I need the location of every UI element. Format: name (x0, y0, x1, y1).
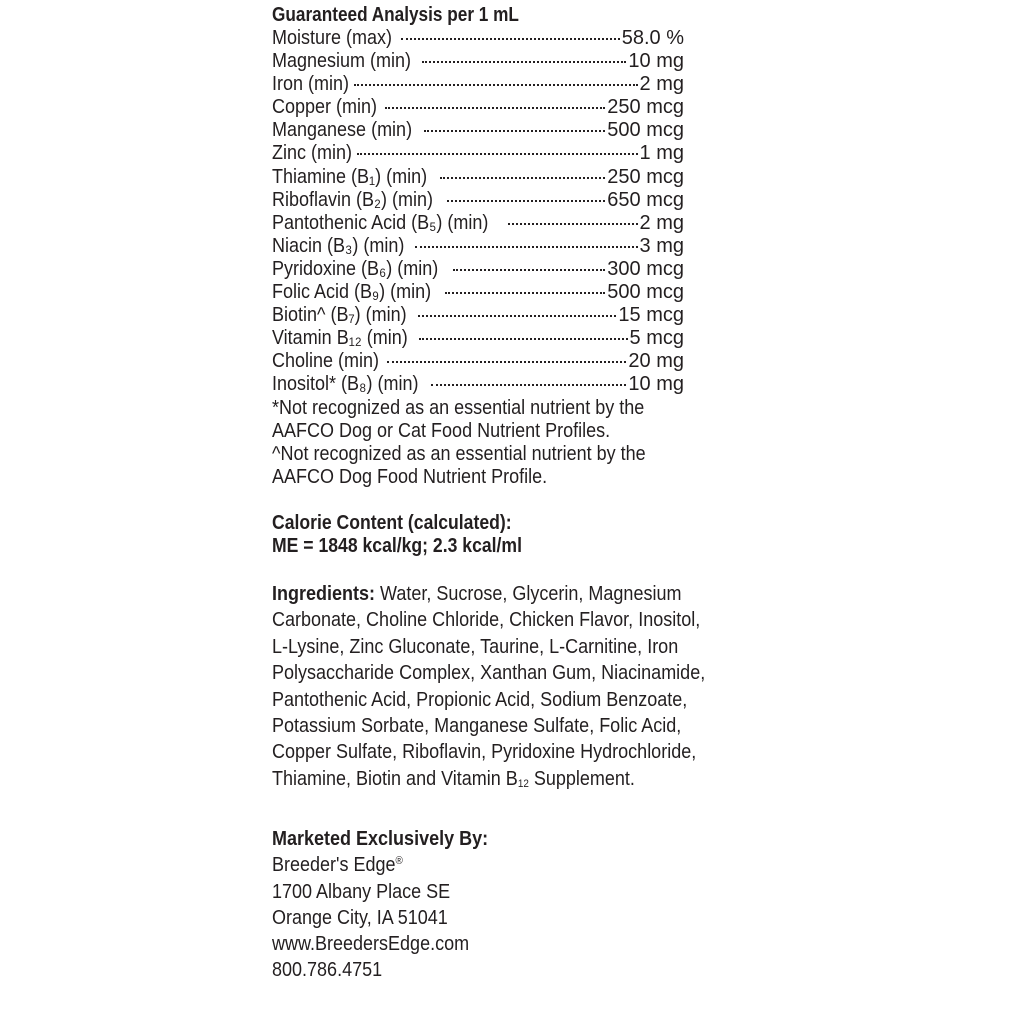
nutrient-name: Niacin (B₃) (min) (272, 234, 405, 257)
dot-leader (387, 361, 626, 363)
analysis-row (272, 27, 684, 50)
nutrient-name: Biotin^ (B₇) (min) (272, 304, 407, 327)
dot-leader (354, 84, 638, 86)
analysis-row (272, 373, 684, 396)
dot-leader (415, 246, 637, 248)
ingredients-paragraph (272, 581, 718, 792)
nutrient-value: 2 mg (639, 211, 684, 234)
dot-leader (357, 153, 638, 155)
dot-leader (422, 61, 626, 63)
footnotes (272, 397, 692, 489)
nutrient-value: 250 mcg (607, 165, 684, 188)
analysis-row (272, 327, 684, 350)
marketer-block (272, 826, 677, 983)
analysis-row (272, 350, 684, 373)
nutrient-name: Pantothenic Acid (B₅) (min) (272, 211, 489, 234)
nutrient-value: 10 mg (628, 373, 684, 396)
dot-leader (418, 315, 617, 317)
analysis-row (272, 119, 684, 142)
address-line-1: 1700 Albany Place SE (272, 880, 451, 903)
nutrient-name: Zinc (min) (272, 142, 353, 165)
footnote-biotin: ^Not recognized as an essential nutrient by the AAFCO Dog Food Nutrient Profile. (272, 442, 646, 488)
dot-leader (445, 292, 605, 294)
dot-leader (431, 384, 627, 386)
calorie-value: ME = 1848 kcal/kg; 2.3 kcal/ml (272, 534, 522, 557)
nutrient-value: 650 mcg (607, 188, 684, 211)
nutrient-value: 15 mcg (618, 304, 684, 327)
nutrient-name: Folic Acid (B₉) (min) (272, 281, 432, 304)
analysis-row (272, 281, 684, 304)
analysis-row (272, 258, 684, 281)
dot-leader (419, 338, 628, 340)
nutrient-name: Thiamine (B₁) (min) (272, 165, 428, 188)
analysis-row (272, 304, 684, 327)
calorie-title: Calorie Content (calculated): (272, 511, 512, 534)
nutrient-value: 5 mcg (629, 327, 684, 350)
nutrient-name: Riboflavin (B₂) (min) (272, 188, 434, 211)
nutrient-name: Manganese (min) (272, 119, 413, 142)
nutrient-value: 10 mg (628, 50, 684, 73)
nutrient-value: 3 mg (639, 234, 684, 257)
analysis-row (272, 73, 684, 96)
nutrient-value: 20 mg (628, 350, 684, 373)
analysis-row (272, 50, 684, 73)
nutrient-name: Copper (min) (272, 96, 378, 119)
dot-leader (401, 38, 619, 40)
analysis-row (272, 212, 684, 235)
nutrient-name: Pyridoxine (B₆) (min) (272, 257, 439, 280)
dot-leader (385, 107, 606, 109)
dot-leader (508, 223, 637, 225)
analysis-row (272, 235, 684, 258)
marketer-name: Breeder's Edge (272, 854, 396, 877)
nutrient-value: 500 mcg (607, 119, 684, 142)
dot-leader (453, 269, 606, 271)
analysis-row (272, 189, 684, 212)
nutrient-value: 300 mcg (607, 257, 684, 280)
ingredients-text: Water, Sucrose, Glycerin, Magnesium Carbonate, Choline Chloride, Chicken Flavor, Inositol, L-Lysine, Zinc Gluconate, Taurine, L-Carnitine, Iron Polysaccharide Complex, Xanthan Gum, Niacinamide, Pantothenic Acid, Propionic Acid, Sodium Benzoate, Potassium Sorbate, Manganese Sulfate, Folic Acid, Copper Sulfate, Riboflavin, Pyridoxine Hydrochloride, Thiamine, Biotin and Vitamin (272, 582, 706, 790)
ingredients-label: Ingredients: (272, 582, 376, 605)
ingredients-section (272, 581, 722, 792)
footnote-inositol: *Not recognized as an essential nutrient by the AAFCO Dog or Cat Food Nutrient Profiles. (272, 396, 645, 442)
nutrient-name: Vitamin B₁₂ (min) (272, 327, 408, 350)
nutrient-name: Inositol* (B₈) (min) (272, 373, 419, 396)
ingredients-b12 (506, 768, 529, 790)
dot-leader (447, 200, 605, 202)
dot-leader (424, 130, 606, 132)
ingredients-b12-subscript: 12 (517, 777, 529, 790)
phone-number[interactable]: 800.786.4751 (272, 959, 383, 982)
marketer-name-line (272, 852, 677, 878)
address-line-2: Orange City, IA 51041 (272, 906, 448, 929)
analysis-row (272, 166, 684, 189)
marketer-title: Marketed Exclusively By: (272, 828, 489, 851)
calorie-section (272, 512, 722, 558)
analysis-row (272, 96, 684, 119)
product-label (272, 4, 722, 983)
ingredients-tail: Supplement. (533, 767, 635, 790)
nutrient-name: Magnesium (min) (272, 50, 412, 73)
guaranteed-analysis-table (272, 27, 684, 397)
nutrient-value: 2 mg (639, 73, 684, 96)
nutrient-value: 58.0 % (621, 27, 684, 49)
website-link[interactable]: www.BreedersEdge.com (272, 932, 470, 955)
marketer-section (272, 826, 722, 983)
nutrient-value: 250 mcg (607, 96, 684, 119)
guaranteed-analysis-title: Guaranteed Analysis per 1 mL (272, 4, 519, 26)
nutrient-value: 1 mg (639, 142, 684, 165)
ingredients-b12-prefix: B (505, 767, 518, 790)
registered-mark: ® (395, 855, 403, 868)
nutrient-name: Iron (min) (272, 73, 350, 96)
nutrient-name: Moisture (max) (272, 27, 393, 49)
dot-leader (440, 177, 605, 179)
analysis-row (272, 142, 684, 165)
nutrient-value: 500 mcg (607, 281, 684, 304)
nutrient-name: Choline (min) (272, 350, 380, 373)
